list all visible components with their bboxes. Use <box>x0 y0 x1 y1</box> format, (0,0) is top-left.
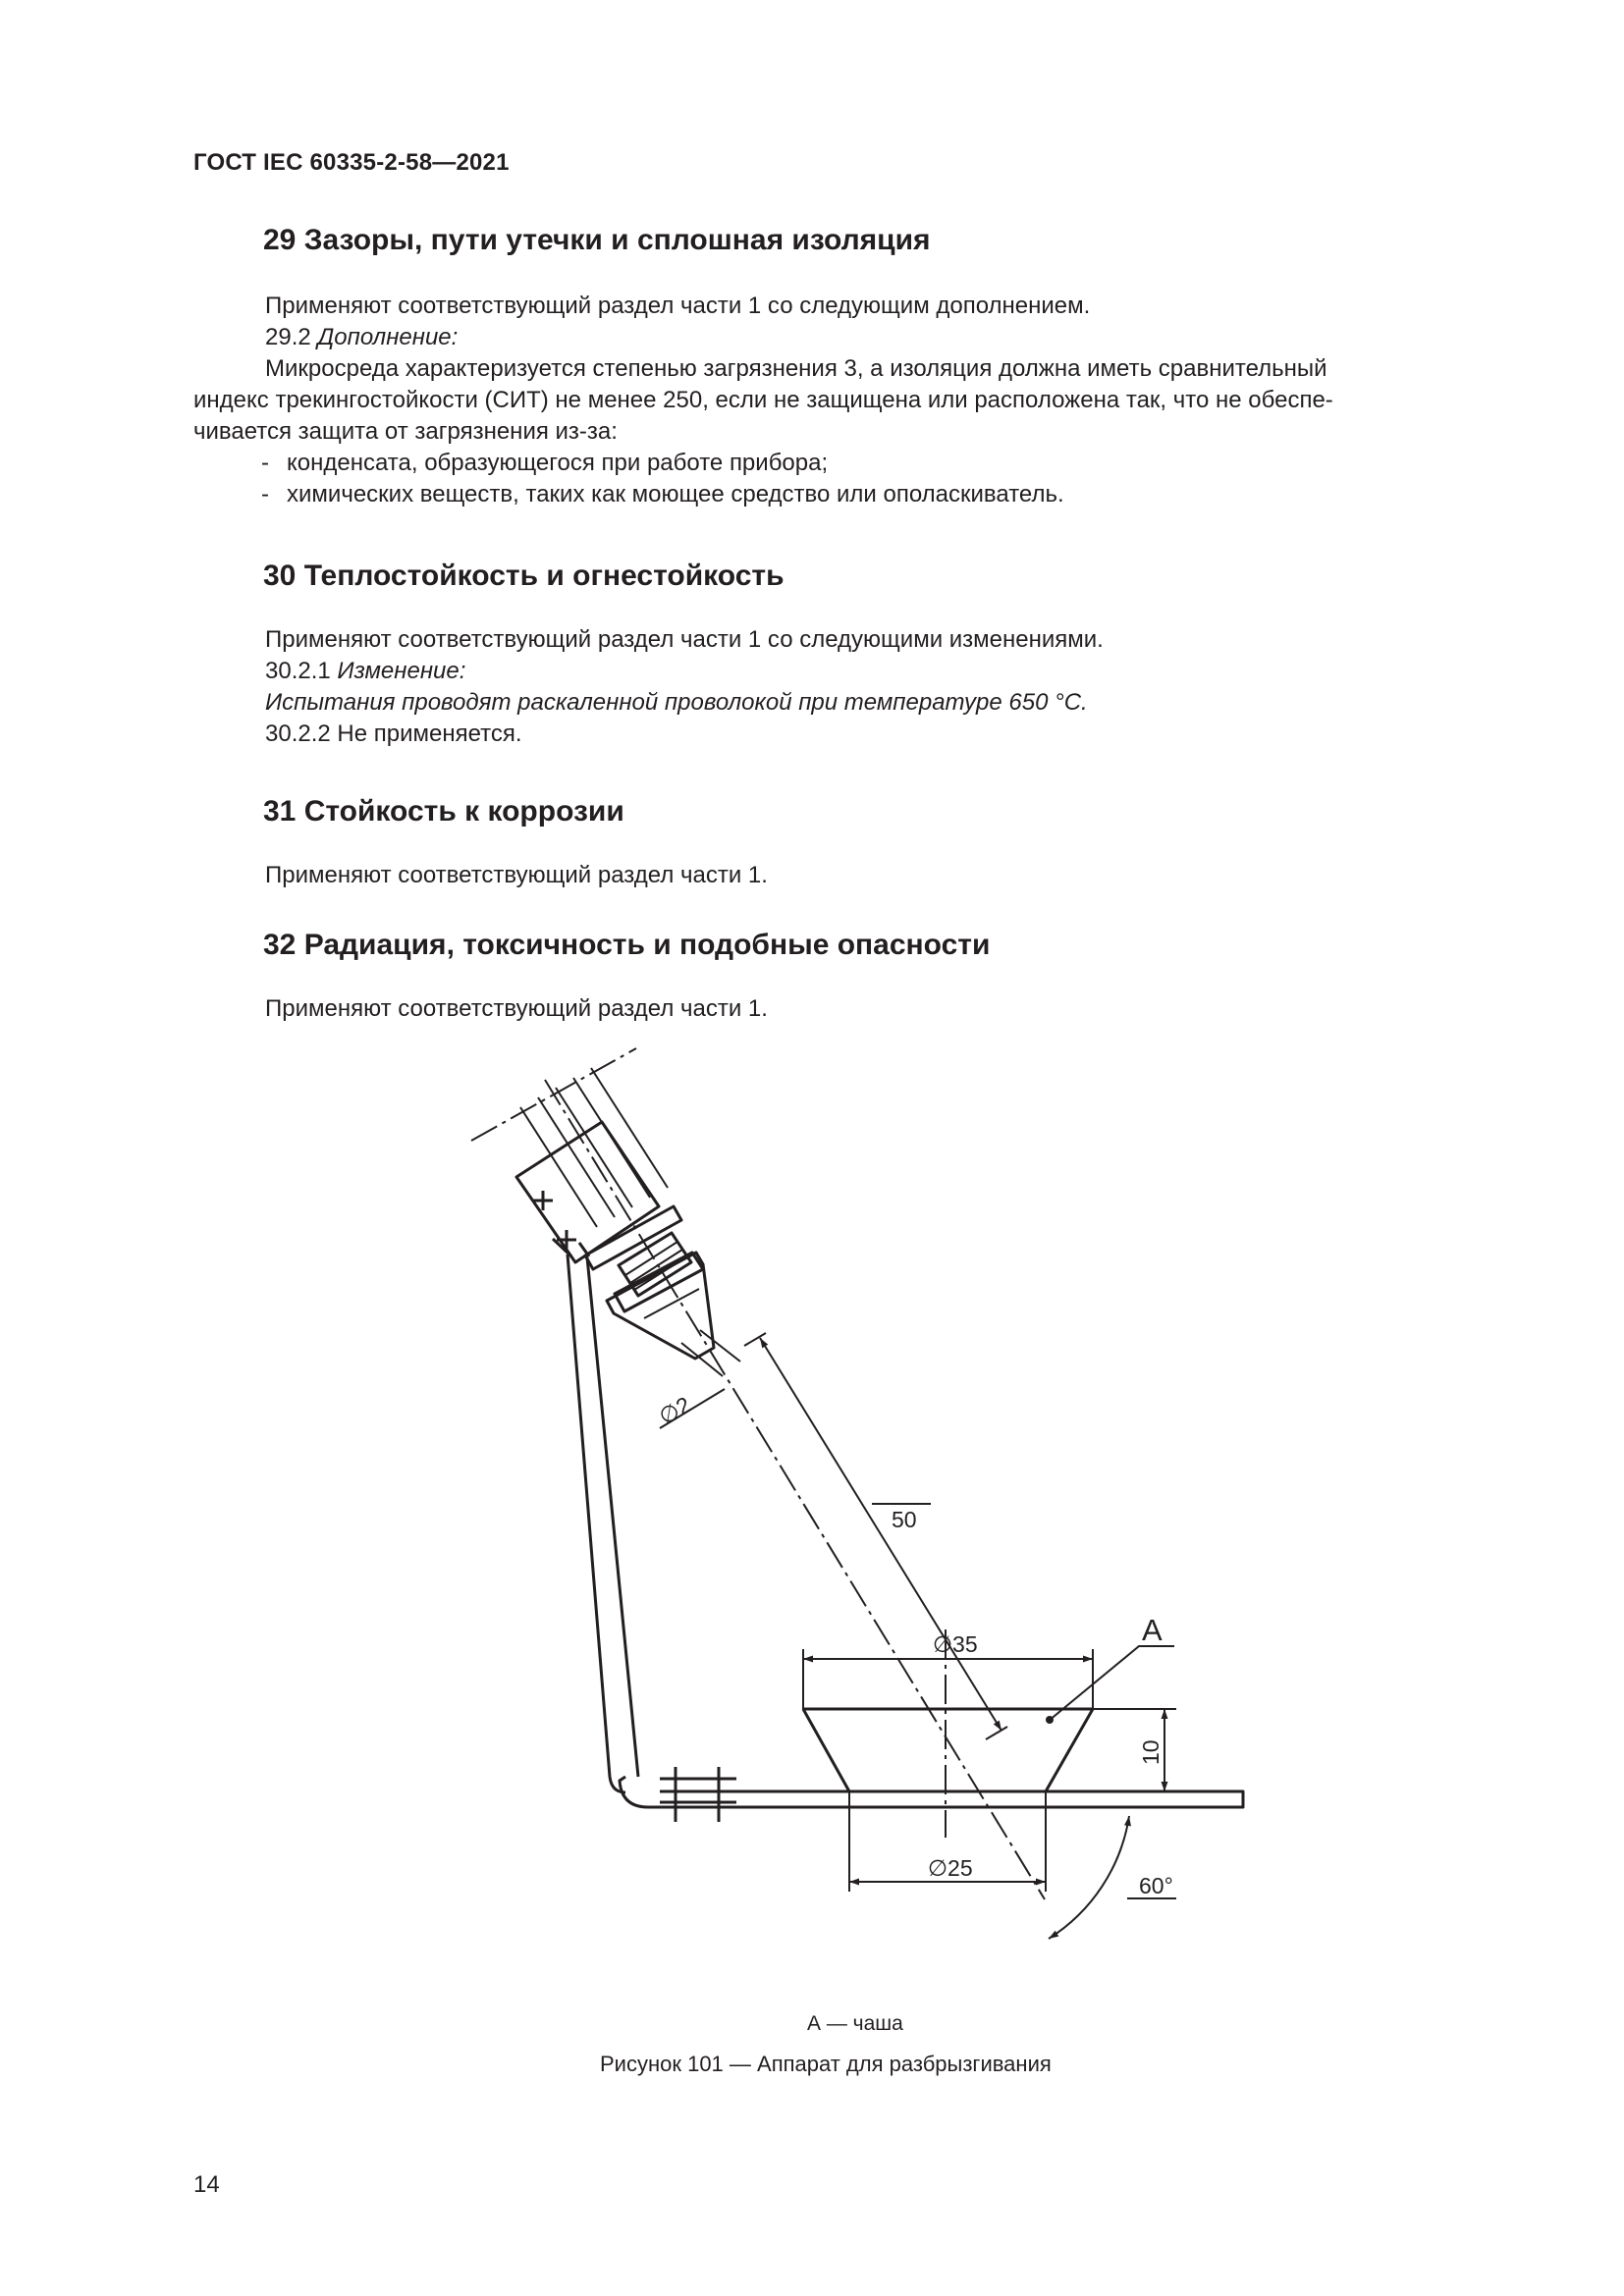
clause-30-2-1-text: Испытания проводят раскаленной проволокой при температуре 650 °С. <box>265 689 1088 716</box>
figure-legend: А — чаша <box>807 2012 903 2035</box>
callout-a: А <box>1142 1613 1163 1647</box>
section-30-title: 30 Теплостойкость и огнестойкость <box>263 560 785 592</box>
section-29-para-line-1: Микросреда характеризуется степенью загрязнения 3, а изоляция должна иметь сравнительный <box>265 355 1327 382</box>
section-32-intro: Применяют соответствующий раздел части 1. <box>265 995 768 1022</box>
section-29-para-line-2: индекс трекингостойкости (СИТ) не менее 250, если не защищена или расположена так, что не обеспе- <box>193 387 1333 413</box>
list-dash: - <box>261 450 269 476</box>
list-item: химических веществ, таких как моющее средство или ополаскиватель. <box>287 481 1064 507</box>
clause-number: 29.2 <box>265 324 318 350</box>
section-32-title: 32 Радиация, токсичность и подобные опасности <box>263 929 991 961</box>
section-29-title: 29 Зазоры, пути утечки и сплошная изоляция <box>263 224 931 256</box>
list-item: конденсата, образующегося при работе прибора; <box>287 450 829 476</box>
clause-30-2-2: 30.2.2 Не применяется. <box>265 721 522 747</box>
dim-nozzle-diameter: ∅2 <box>654 1391 695 1430</box>
clause-label: Дополнение: <box>317 324 459 350</box>
figure-caption: Рисунок 101 — Аппарат для разбрызгивания <box>600 2052 1052 2076</box>
stand-arm <box>568 1255 638 1792</box>
dim-angle: 60° <box>1139 1873 1173 1898</box>
section-29-para-line-3: чивается защита от загрязнения из-за: <box>193 418 618 445</box>
dim-cup-bottom-diameter: ∅25 <box>928 1855 973 1881</box>
section-30-intro: Применяют соответствующий раздел части 1 со следующими изменениями. <box>265 626 1104 653</box>
section-29-intro: Применяют соответствующий раздел части 1 со следующим дополнением. <box>265 293 1091 319</box>
dim-nozzle-distance: 50 <box>892 1507 917 1532</box>
list-dash: - <box>261 481 269 507</box>
document-header: ГОСТ IEC 60335-2-58—2021 <box>193 149 510 176</box>
dim-cup-height: 10 <box>1138 1739 1164 1765</box>
page-number: 14 <box>193 2171 220 2198</box>
clause-number: 30.2.1 <box>265 658 338 684</box>
upper-axis-line <box>471 1048 636 1141</box>
section-31-title: 31 Стойкость к коррозии <box>263 795 624 828</box>
dim-cup-top-diameter: ∅35 <box>933 1631 978 1657</box>
base-clamp <box>660 1767 736 1822</box>
section-31-intro: Применяют соответствующий раздел части 1. <box>265 862 768 888</box>
clause-label: Изменение: <box>337 658 466 684</box>
nozzle-head-block <box>516 1122 659 1262</box>
nozzle-axis-line <box>545 1080 1045 1899</box>
